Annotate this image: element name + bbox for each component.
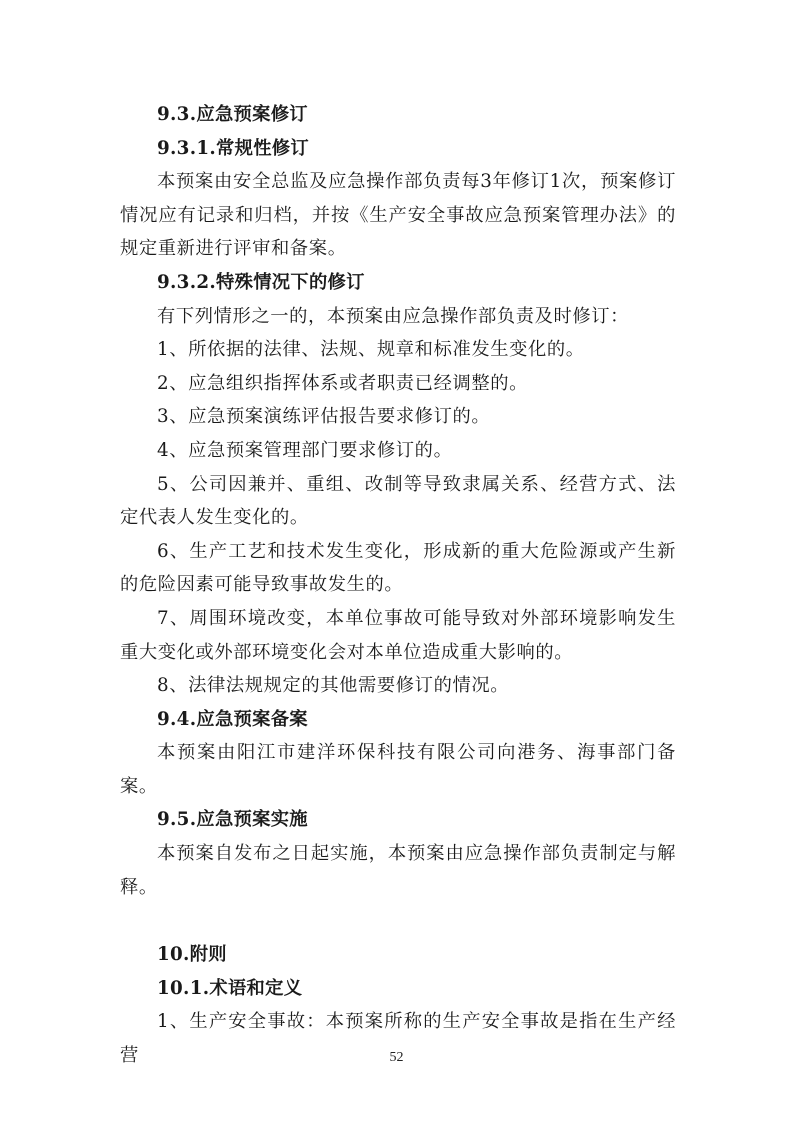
heading-10: 10.附则 [157,944,227,966]
list-item: 8、法律法规规定的其他需要修订的情况。 [157,675,510,697]
list-item: 5、公司因兼并、重组、改制等导致隶属关系、经营方式、法定代表人发生变化的。 [120,473,676,529]
list-item: 3、应急预案演练评估报告要求修订的。 [157,406,491,428]
list-item: 2、应急组织指挥体系或者职责已经调整的。 [157,372,528,394]
heading-9-5: 9.5.应急预案实施 [157,809,308,831]
paragraph-implementation: 本预案自发布之日起实施，本预案由应急操作部负责制定与解释。 [120,843,676,898]
paragraph-filing: 本预案由阳江市建洋环保科技有限公司向港务、海事部门备案。 [120,742,676,797]
list-item: 6、生产工艺和技术发生变化，形成新的重大危险源或产生新的危险因素可能导致事故发生的。 [120,540,676,596]
paragraph-special-revision-intro: 有下列情形之一的，本预案由应急操作部负责及时修订： [157,305,630,327]
heading-10-1: 10.1.术语和定义 [157,977,303,999]
heading-9-3-1: 9.3.1.常规性修订 [157,137,309,159]
list-item: 4、应急预案管理部门要求修订的。 [157,439,453,461]
list-item: 1、生产安全事故：本预案所称的生产安全事故是指在生产经营 [120,1011,676,1067]
list-item: 7、周围环境改变，本单位事故可能导致对外部环境影响发生重大变化或外部环境变化会对本单位造成重大影响的。 [120,607,676,663]
heading-9-3-2: 9.3.2.特殊情况下的修订 [157,271,365,293]
paragraph-routine-revision: 本预案由安全总监及应急操作部负责每3年修订1次，预案修订情况应有记录和归档，并按《生产安全事故应急预案管理办法》的规定重新进行评审和备案。 [120,171,676,260]
document-page [120,98,676,1073]
heading-9-4: 9.4.应急预案备案 [157,708,308,730]
section-gap [120,904,676,938]
list-item: 1、所依据的法律、法规、规章和标准发生变化的。 [157,339,585,361]
heading-9-3: 9.3.应急预案修订 [157,104,308,125]
page-number: 52 [389,1050,404,1065]
